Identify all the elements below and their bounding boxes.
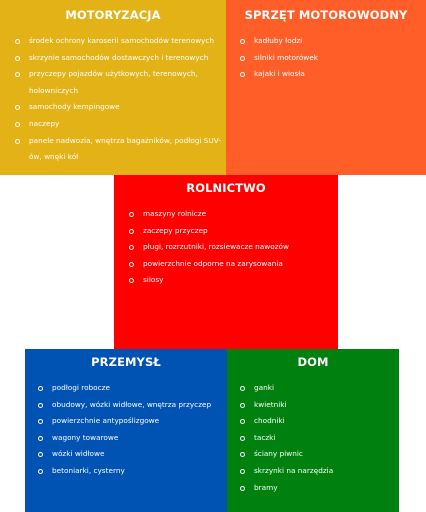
list-dom xyxy=(239,380,399,496)
list-item: obudowy, wózki widłowe, wnętrza przyczep xyxy=(37,397,227,414)
list-item: kajaki i wiosła xyxy=(239,66,426,83)
list-item: przyczepy pojazdów użytkowych, terenowych, holowniczych xyxy=(14,66,226,99)
panel-title-rolnictwo: ROLNICTWO xyxy=(186,181,266,195)
panel-motoryzacja xyxy=(0,0,226,175)
list-item: ściany piwnic xyxy=(239,446,399,463)
list-item: powierzchnie odporne na zarysowania xyxy=(128,256,338,273)
list-item: panele nadwozia, wnętrza bagażników, podłogi SUV-ów, wnęki kół xyxy=(14,133,226,166)
panel-title-przemysl: PRZEMYSŁ xyxy=(91,355,161,369)
list-item: skrzynki na narzędzia xyxy=(239,463,399,480)
list-item: wózki widłowe xyxy=(37,446,227,463)
list-item: zaczepy przyczep xyxy=(128,223,338,240)
panel-dom xyxy=(227,349,399,512)
list-item: silniki motorówek xyxy=(239,50,426,67)
list-item: ganki xyxy=(239,380,399,397)
list-item: kadłuby łodzi xyxy=(239,33,426,50)
list-item: chodniki xyxy=(239,413,399,430)
list-item: naczepy xyxy=(14,116,226,133)
panel-title-motoryzacja: MOTORYZACJA xyxy=(65,8,161,22)
panel-title-dom: DOM xyxy=(297,355,329,369)
list-item: taczki xyxy=(239,430,399,447)
panel-sprzet-motorowodny xyxy=(226,0,426,175)
list-item: bramy xyxy=(239,480,399,497)
list-item: silosy xyxy=(128,272,338,289)
list-item: maszyny rolnicze xyxy=(128,206,338,223)
panel-title-sprzet-motorowodny: SPRZĘT MOTOROWODNY xyxy=(244,8,408,22)
list-item: samochody kempingowe xyxy=(14,99,226,116)
list-item: podłogi robocze xyxy=(37,380,227,397)
list-item: wagony towarowe xyxy=(37,430,227,447)
list-motoryzacja xyxy=(14,33,226,166)
list-sprzet-motorowodny xyxy=(239,33,426,83)
list-item: betoniarki, cysterny xyxy=(37,463,227,480)
list-item: środek ochrony karoserii samochodów terenowych xyxy=(14,33,226,50)
list-item: kwietniki xyxy=(239,397,399,414)
panel-przemysl xyxy=(25,349,227,512)
list-item: skrzynie samochodów dostawczych i terenowych xyxy=(14,50,226,67)
panel-rolnictwo xyxy=(114,175,338,349)
list-rolnictwo xyxy=(128,206,338,289)
list-item: powierzchnie antypoślizgowe xyxy=(37,413,227,430)
list-przemysl xyxy=(37,380,227,480)
list-item: pługi, rozrzutniki, rozsiewacze nawozów xyxy=(128,239,338,256)
